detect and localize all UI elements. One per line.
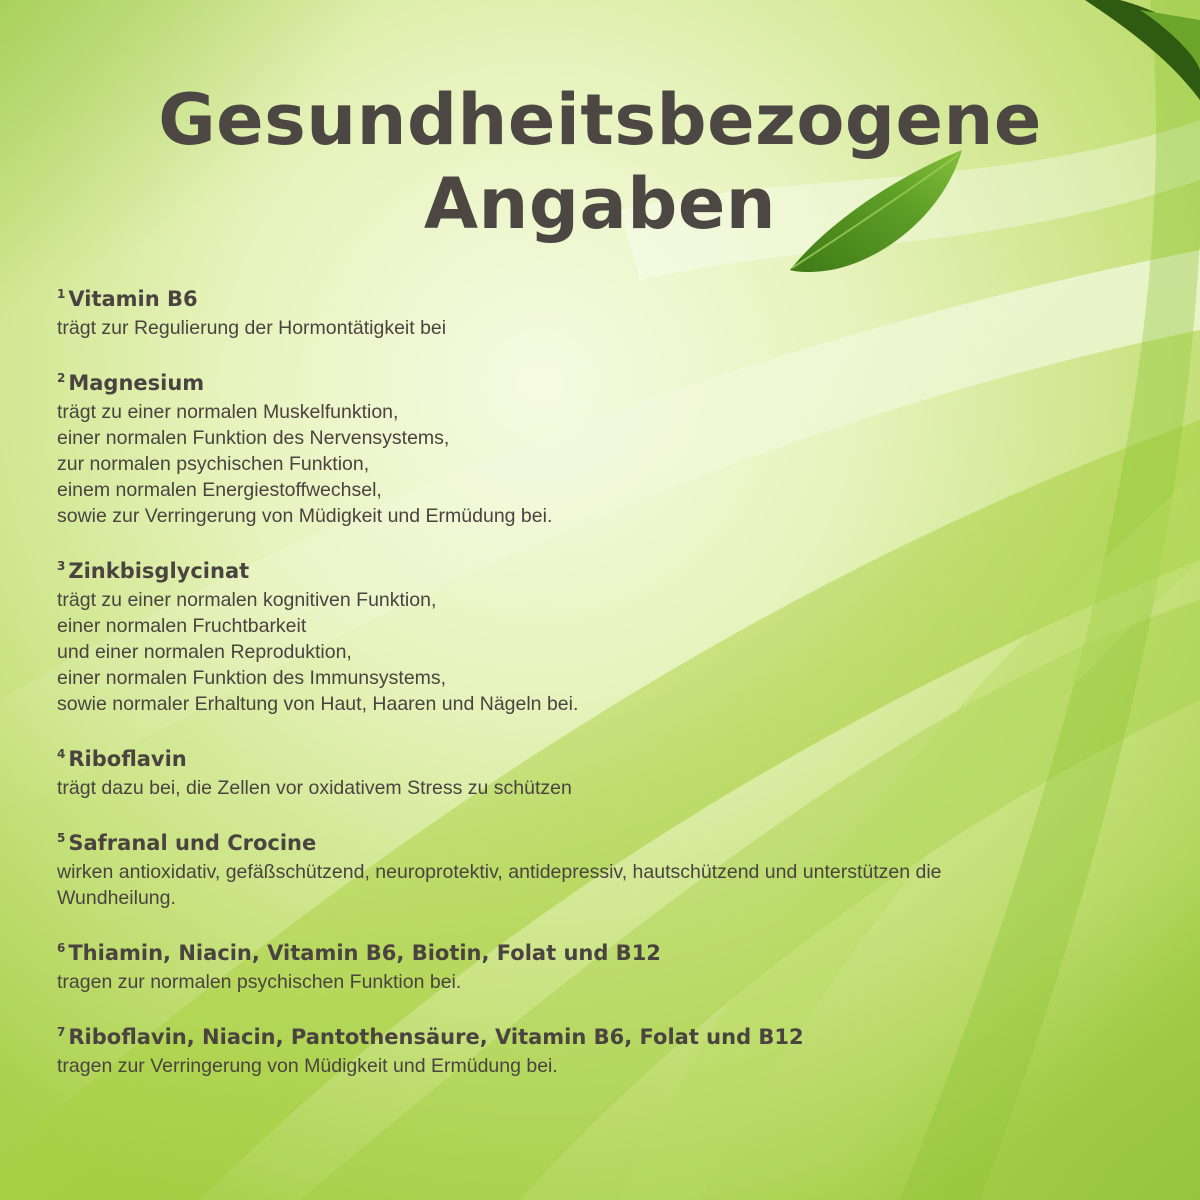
health-claims-list: [57, 284, 1147, 1106]
claim-text-line: sowie zur Verringerung von Müdigkeit und Ermüdung bei.: [57, 505, 553, 527]
claim-heading-text: Zinkbisglycinat: [68, 559, 250, 583]
footnote-number: 7: [57, 1025, 66, 1039]
claim-heading-text: Thiamin, Niacin, Vitamin B6, Biotin, Folat und B12: [68, 941, 661, 965]
claim-item-riboflavin: [57, 744, 1147, 801]
footnote-number: 5: [57, 831, 66, 845]
claim-heading-text: Safranal und Crocine: [68, 831, 317, 855]
claim-text-line: und einer normalen Reproduktion,: [57, 641, 352, 663]
claim-text-line: tragen zur normalen psychischen Funktion bei.: [57, 971, 462, 993]
claim-heading: [57, 938, 1147, 969]
claim-heading: [57, 556, 1147, 587]
claim-text-line: einem normalen Energiestoffwechsel,: [57, 479, 382, 501]
claim-heading-text: Vitamin B6: [68, 287, 198, 311]
claim-text-line: trägt zu einer normalen Muskelfunktion,: [57, 401, 399, 423]
claim-item-muedigkeit: [57, 1022, 1147, 1079]
footnote-number: 3: [57, 559, 66, 573]
claim-heading: [57, 1022, 1147, 1053]
footnote-number: 1: [57, 287, 66, 301]
page-title: [0, 78, 1200, 246]
claim-text-line: trägt zur Regulierung der Hormontätigkeit bei: [57, 317, 447, 339]
claim-text-line: tragen zur Verringerung von Müdigkeit und Ermüdung bei.: [57, 1055, 558, 1077]
footnote-number: 6: [57, 941, 66, 955]
claim-text-line: trägt dazu bei, die Zellen vor oxidativem Stress zu schützen: [57, 777, 572, 799]
claim-heading: [57, 828, 1147, 859]
claim-item-magnesium: [57, 368, 1147, 529]
claim-heading: [57, 284, 1147, 315]
footnote-number: 4: [57, 747, 66, 761]
claim-item-vitamin-b6: [57, 284, 1147, 341]
claim-heading-text: Riboflavin, Niacin, Pantothensäure, Vitamin B6, Folat und B12: [68, 1025, 804, 1049]
claim-text-line: einer normalen Funktion des Immunsystems,: [57, 667, 447, 689]
claim-text-line: einer normalen Funktion des Nervensystems,: [57, 427, 450, 449]
claim-text-line: wirken antioxidativ, gefäßschützend, neuroprotektiv, antidepressiv, hautschützend und unterstützen die: [57, 861, 942, 883]
claim-heading-text: Riboflavin: [68, 747, 187, 771]
page-title-line-1: Gesundheitsbezogene: [158, 79, 1042, 161]
claim-text-line: sowie normaler Erhaltung von Haut, Haaren und Nägeln bei.: [57, 693, 579, 715]
claim-text-line: zur normalen psychischen Funktion,: [57, 453, 370, 475]
claim-text-line: Wundheilung.: [57, 887, 176, 909]
claim-heading: [57, 744, 1147, 775]
page-title-line-2: Angaben: [423, 163, 777, 245]
claim-text-line: einer normalen Fruchtbarkeit: [57, 615, 307, 637]
claim-heading-text: Magnesium: [68, 371, 205, 395]
claim-heading: [57, 368, 1147, 399]
claim-item-safranal-crocine: [57, 828, 1147, 911]
claim-item-psychische-funktion: [57, 938, 1147, 995]
claim-item-zinkbisglycinat: [57, 556, 1147, 717]
claim-text-line: trägt zu einer normalen kognitiven Funktion,: [57, 589, 437, 611]
footnote-number: 2: [57, 371, 66, 385]
